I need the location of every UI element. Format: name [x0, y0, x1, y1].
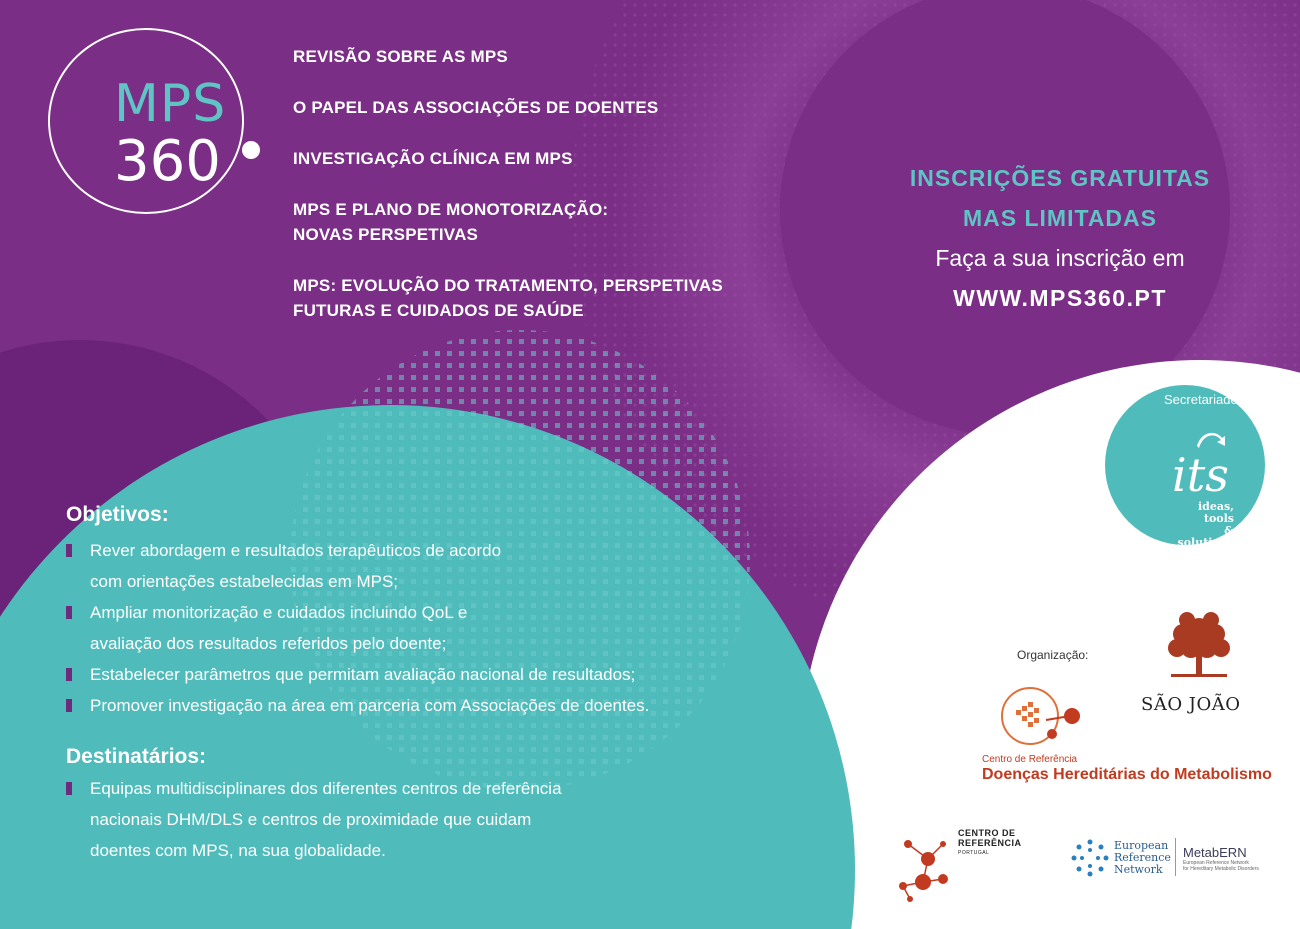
destinatarios-line-1: Equipas multidisciplinares dos diferentes centros de referência [90, 779, 562, 798]
centro-referencia-portugal-icon [888, 824, 958, 904]
centro-referencia-portugal-text [958, 828, 1022, 858]
registration-line-2: MAS LIMITADAS [962, 205, 1157, 231]
metabern-sub-line-2: for Hereditary Metabolic Disorders [1183, 866, 1259, 872]
topics-list [293, 44, 763, 349]
topic-5: MPS: EVOLUÇÃO DO TRATAMENTO, PERSPETIVAS FUTURAS E CUIDADOS DE SAÚDE [293, 276, 723, 320]
objetivos-title: Objetivos: [66, 503, 169, 526]
topic-1: REVISÃO SOBRE AS MPS [293, 47, 508, 66]
sao-joao-tree-icon [1163, 608, 1235, 688]
centro2-line-1: CENTRO DE [958, 828, 1016, 838]
registration-line-1: INSCRIÇÕES GRATUITAS [909, 165, 1211, 191]
ern-line-1: European [1114, 839, 1169, 852]
objetivos-section [66, 503, 786, 721]
destinatarios-section [66, 745, 706, 866]
registration-line-3: Faça a sua inscrição em [935, 245, 1185, 271]
its-tagline [1176, 501, 1234, 549]
secretariado-label: Secretariado: [1164, 392, 1242, 407]
bullet-marker-icon [66, 699, 72, 712]
organizacao-label: Organização: [1017, 648, 1089, 662]
topic-4: MPS E PLANO DE MONOTORIZAÇÃO: NOVAS PERSPETIVAS [293, 200, 609, 244]
registration-block [840, 158, 1280, 318]
its-tagline-line-1: ideas, tools [1197, 500, 1234, 525]
destinatarios-title: Destinatários: [66, 745, 207, 768]
logo-dot [242, 141, 260, 159]
objetivo-4-line-1: Promover investigação na área em parceria com Associações de doentes. [90, 696, 650, 715]
metabern-label: MetabERN [1183, 845, 1247, 860]
destinatarios-line-3: doentes com MPS, na sua globalidade. [90, 841, 386, 860]
bullet-marker-icon [66, 606, 72, 619]
ern-text [1114, 840, 1171, 876]
logo-text-mps: MPS [114, 74, 227, 134]
bullet-marker-icon [66, 782, 72, 795]
destinatarios-line-2: nacionais DHM/DLS e centros de proximidade que cuidam [90, 810, 532, 829]
objetivo-1-line-1: Rever abordagem e resultados terapêuticos de acordo [90, 541, 502, 560]
its-tagline-line-2: & solutions [1177, 524, 1234, 549]
list-item [66, 535, 786, 597]
logo-text-360: 360 [114, 129, 221, 194]
registration-url-link[interactable]: WWW.MPS360.PT [953, 285, 1167, 311]
list-item [66, 690, 786, 721]
destinatarios-list [66, 773, 706, 866]
objetivo-1-line-2: com orientações estabelecidas em MPS; [90, 572, 399, 591]
its-logo-text: its [1172, 448, 1229, 502]
metabern-sub [1183, 860, 1259, 872]
bullet-marker-icon [66, 668, 72, 681]
objetivos-list [66, 535, 786, 721]
ern-dots-icon [1070, 838, 1110, 878]
ern-divider [1175, 838, 1176, 876]
metabern-sub-line-1: European Reference Network [1183, 860, 1249, 866]
centro2-line-2: REFERÊNCIA [958, 838, 1022, 848]
list-item [66, 773, 706, 866]
ern-line-2: Reference [1114, 851, 1171, 864]
objetivo-2-line-2: avaliação dos resultados referidos pelo doente; [90, 634, 447, 653]
topic-3: INVESTIGAÇÃO CLÍNICA EM MPS [293, 149, 573, 168]
objetivo-2-line-1: Ampliar monitorização e cuidados incluindo QoL e [90, 603, 468, 622]
bullet-marker-icon [66, 544, 72, 557]
centro-referencia-dhm-icon [1000, 686, 1086, 754]
list-item [66, 659, 786, 690]
list-item [66, 597, 786, 659]
sao-joao-label: SÃO JOÃO [1141, 694, 1241, 715]
topic-2: O PAPEL DAS ASSOCIAÇÕES DE DOENTES [293, 98, 659, 117]
centro-referencia-small: Centro de Referência [982, 754, 1078, 765]
centro2-line-3: PORTUGAL [958, 850, 990, 856]
centro-referencia-title: Doenças Hereditárias do Metabolismo [982, 766, 1272, 783]
ern-line-3: Network [1114, 863, 1163, 876]
objetivo-3-line-1: Estabelecer parâmetros que permitam avaliação nacional de resultados; [90, 665, 636, 684]
